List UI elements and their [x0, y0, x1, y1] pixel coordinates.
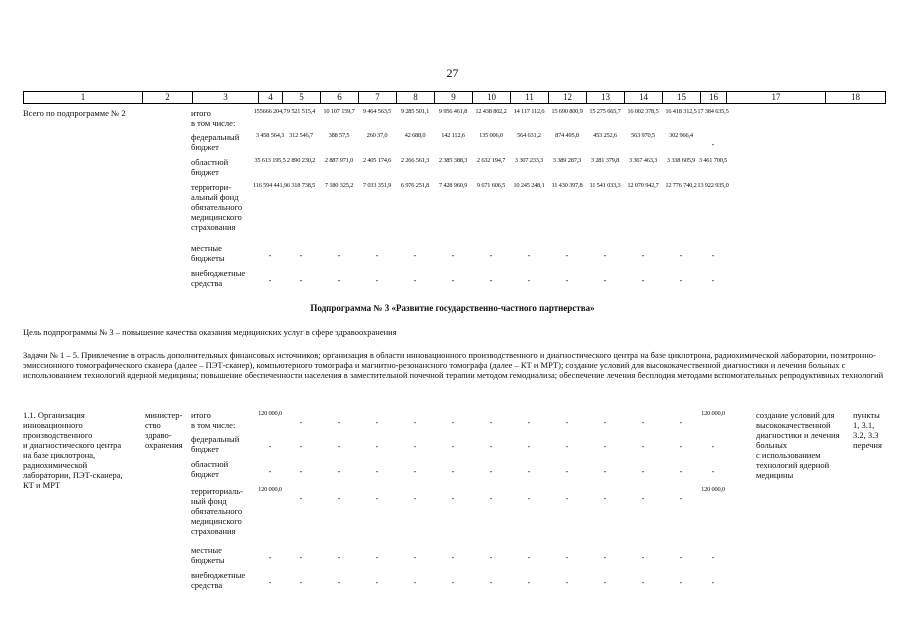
empty-value: -	[268, 251, 272, 260]
empty-value: -	[527, 418, 531, 427]
amount-value: 10 245 248,1	[513, 182, 545, 189]
row-label: внебюджетные средства	[191, 570, 246, 590]
empty-value: -	[565, 276, 569, 285]
amount-value: 116 594 441,9	[253, 182, 287, 189]
amount-value: 11 430 397,8	[551, 182, 583, 189]
empty-value: -	[489, 442, 493, 451]
empty-value: -	[711, 553, 715, 562]
column-number: 5	[283, 92, 321, 104]
empty-value: -	[413, 276, 417, 285]
empty-value: -	[489, 467, 493, 476]
empty-value: -	[603, 251, 607, 260]
empty-value: -	[565, 494, 569, 503]
empty-value: -	[565, 467, 569, 476]
amount-value: 16 418 312,5	[665, 108, 697, 115]
empty-value: -	[299, 467, 303, 476]
empty-value: -	[641, 494, 645, 503]
empty-value: -	[337, 442, 341, 451]
amount-value: 7 033 351,9	[362, 182, 392, 189]
amount-value: 42 688,0	[404, 132, 426, 139]
subprogram-3-title: Подпрограмма № 3 «Развитие государственно-частного партнерства»	[310, 303, 595, 313]
empty-value: -	[268, 578, 272, 587]
amount-value: 3 338 605,9	[666, 157, 696, 164]
empty-value: -	[337, 553, 341, 562]
empty-value: -	[337, 494, 341, 503]
amount-value: 2 890 230,2	[286, 157, 316, 164]
empty-value: -	[375, 553, 379, 562]
empty-value: -	[413, 578, 417, 587]
empty-value: -	[299, 418, 303, 427]
amount-value: 2 632 194,7	[476, 157, 506, 164]
empty-value: -	[641, 578, 645, 587]
column-number: 15	[663, 92, 701, 104]
empty-value: -	[299, 442, 303, 451]
empty-value: -	[679, 251, 683, 260]
empty-value: -	[451, 553, 455, 562]
amount-value: 9 956 461,8	[438, 108, 468, 115]
empty-value: -	[268, 276, 272, 285]
column-number: 14	[625, 92, 663, 104]
empty-value: -	[711, 140, 715, 149]
column-number: 3	[193, 92, 259, 104]
row-label: федеральный бюджет	[191, 434, 240, 454]
empty-value: -	[527, 251, 531, 260]
amount-value: 17 384 635,5	[697, 108, 729, 115]
column-number: 12	[549, 92, 587, 104]
empty-value: -	[337, 251, 341, 260]
empty-value: -	[375, 578, 379, 587]
amount-value: 3 281 379,8	[590, 157, 620, 164]
amount-value: 9 285 501,1	[400, 108, 430, 115]
amount-value: 260 37,0	[366, 132, 388, 139]
item-executor: министер- ство здраво- охранения	[145, 410, 183, 450]
empty-value: -	[268, 553, 272, 562]
column-number: 9	[435, 92, 473, 104]
empty-value: -	[413, 494, 417, 503]
empty-value: -	[375, 251, 379, 260]
empty-value: -	[451, 418, 455, 427]
empty-value: -	[451, 442, 455, 451]
amount-value: 3 389 287,3	[552, 157, 582, 164]
amount-value: 120 000,0	[701, 410, 725, 417]
column-number: 8	[397, 92, 435, 104]
column-number: 7	[359, 92, 397, 104]
empty-value: -	[679, 442, 683, 451]
empty-value: -	[603, 276, 607, 285]
empty-value: -	[679, 494, 683, 503]
amount-value: 120 000,0	[258, 410, 282, 417]
empty-value: -	[299, 276, 303, 285]
empty-value: -	[565, 251, 569, 260]
row-label: итого в том числе:	[191, 410, 236, 430]
amount-value: 155666 204,7	[253, 108, 287, 115]
amount-value: 9 671 606,5	[476, 182, 506, 189]
empty-value: -	[337, 276, 341, 285]
empty-value: -	[375, 418, 379, 427]
empty-value: -	[641, 467, 645, 476]
total-label: Всего по подпрограмме № 2	[23, 108, 126, 118]
amount-value: 3 458 564,3	[255, 132, 285, 139]
row-label: областной бюджет	[191, 157, 229, 177]
empty-value: -	[711, 251, 715, 260]
item-points: пункты 1, 3.1, 3.2, 3.3 перечня	[853, 410, 882, 450]
empty-value: -	[711, 276, 715, 285]
amount-value: 3 367 463,3	[628, 157, 658, 164]
row-label: итого в том числе:	[191, 108, 236, 128]
empty-value: -	[375, 442, 379, 451]
amount-value: 2 887 971,0	[324, 157, 354, 164]
empty-value: -	[641, 442, 645, 451]
column-number: 1	[24, 92, 143, 104]
amount-value: 7 428 960,9	[438, 182, 468, 189]
row-label: местные бюджеты	[191, 243, 225, 263]
subprogram-3-tasks: Задачи № 1 – 5. Привлечение в отрасль дополнительных финансовых источников; организация в области инновационного производственного и диагностического центра на базе циклотрона, радиохимической лаборатории, позитронно-эмиссионного томографического сканера (далее – ПЭТ-сканер), компьютерного томографа и магнитно-резонансного томографа (далее – КТ и МРТ); создание условий для высококачественной диагностики и лечения больных с использованием технологий ядерной медицины; повышение обеспеченности населения в заместительной почечной терапии методом гемодиализа; обеспечение лечения бесплодия методами вспомогательных репродуктивных технологий	[23, 350, 884, 380]
amount-value: 2 266 561,3	[400, 157, 430, 164]
empty-value: -	[489, 418, 493, 427]
amount-value: 120 000,0	[258, 486, 282, 493]
empty-value: -	[565, 553, 569, 562]
row-label: внебюджетные средства	[191, 268, 246, 288]
empty-value: -	[337, 418, 341, 427]
amount-value: 302 966,4	[669, 132, 693, 139]
empty-value: -	[527, 494, 531, 503]
amount-value: 120 000,0	[701, 486, 725, 493]
row-label: территориаль- ный фонд обязательного медицинского страхования	[191, 486, 243, 536]
column-number: 17	[727, 92, 826, 104]
column-number: 18	[826, 92, 886, 104]
empty-value: -	[489, 553, 493, 562]
empty-value: -	[451, 578, 455, 587]
empty-value: -	[565, 442, 569, 451]
amount-value: 15 690 800,9	[551, 108, 583, 115]
amount-value: 14 117 112,6	[513, 108, 545, 115]
empty-value: -	[527, 553, 531, 562]
subprogram-3-goal: Цель подпрограммы № 3 – повышение качества оказания медицинских услуг в сфере здравоохранения	[23, 327, 397, 337]
amount-value: 3 307 233,3	[514, 157, 544, 164]
empty-value: -	[565, 578, 569, 587]
column-number-header	[23, 91, 886, 104]
amount-value: 453 252,6	[593, 132, 617, 139]
empty-value: -	[299, 494, 303, 503]
empty-value: -	[451, 467, 455, 476]
empty-value: -	[451, 494, 455, 503]
item-result: создание условий для высококачественной диагностики и лечения больных с использованием технологий ядерной медицины	[756, 410, 840, 480]
column-number: 11	[511, 92, 549, 104]
empty-value: -	[603, 494, 607, 503]
empty-value: -	[527, 442, 531, 451]
amount-value: 6 976 251,8	[400, 182, 430, 189]
amount-value: 15 275 665,7	[589, 108, 621, 115]
empty-value: -	[375, 467, 379, 476]
amount-value: 388 57,5	[328, 132, 350, 139]
amount-value: 12 070 942,7	[627, 182, 659, 189]
empty-value: -	[489, 276, 493, 285]
amount-value: 142 112,6	[441, 132, 465, 139]
amount-value: 563 970,5	[631, 132, 655, 139]
empty-value: -	[413, 418, 417, 427]
column-number: 6	[321, 92, 359, 104]
empty-value: -	[337, 578, 341, 587]
empty-value: -	[603, 553, 607, 562]
amount-value: 10 107 159,7	[323, 108, 355, 115]
amount-value: 16 002 378,5	[627, 108, 659, 115]
empty-value: -	[337, 467, 341, 476]
item-name: 1.1. Организация инновационного производственного и диагностического центра на базе циклотрона, радиохимической лаборатории, ПЭТ-сканера, КТ и МРТ	[23, 410, 123, 490]
row-label: областной бюджет	[191, 459, 229, 479]
row-label: федеральный бюджет	[191, 132, 240, 152]
empty-value: -	[679, 578, 683, 587]
amount-value: 35 613 195,5	[254, 157, 286, 164]
amount-value: 874 495,8	[555, 132, 579, 139]
empty-value: -	[489, 578, 493, 587]
column-number: 2	[143, 92, 193, 104]
amount-value: 135 006,0	[479, 132, 503, 139]
empty-value: -	[641, 553, 645, 562]
amount-value: 3 461 700,5	[698, 157, 728, 164]
empty-value: -	[527, 467, 531, 476]
empty-value: -	[451, 251, 455, 260]
empty-value: -	[641, 418, 645, 427]
empty-value: -	[711, 442, 715, 451]
empty-value: -	[711, 578, 715, 587]
empty-value: -	[711, 467, 715, 476]
empty-value: -	[375, 276, 379, 285]
empty-value: -	[641, 251, 645, 260]
empty-value: -	[603, 578, 607, 587]
empty-value: -	[527, 276, 531, 285]
amount-value: 2 405 174,6	[362, 157, 392, 164]
empty-value: -	[268, 467, 272, 476]
empty-value: -	[527, 578, 531, 587]
empty-value: -	[489, 251, 493, 260]
amount-value: 11 541 033,3	[589, 182, 621, 189]
empty-value: -	[299, 553, 303, 562]
amount-value: 13 922 935,0	[697, 182, 729, 189]
column-number: 16	[701, 92, 727, 104]
amount-value: 2 385 388,3	[438, 157, 468, 164]
amount-value: 7 180 325,2	[324, 182, 354, 189]
empty-value: -	[268, 442, 272, 451]
amount-value: 12 776 740,2	[665, 182, 697, 189]
amount-value: 9 521 515,4	[286, 108, 316, 115]
empty-value: -	[413, 467, 417, 476]
row-label: местные бюджеты	[191, 545, 225, 565]
empty-value: -	[451, 276, 455, 285]
empty-value: -	[603, 442, 607, 451]
amount-value: 6 318 738,5	[286, 182, 316, 189]
empty-value: -	[565, 418, 569, 427]
empty-value: -	[679, 467, 683, 476]
row-label: территори- альный фонд обязательного медицинского страхования	[191, 182, 243, 232]
column-number: 13	[587, 92, 625, 104]
empty-value: -	[679, 418, 683, 427]
empty-value: -	[603, 467, 607, 476]
amount-value: 12 438 802,2	[475, 108, 507, 115]
empty-value: -	[679, 276, 683, 285]
amount-value: 564 631,2	[517, 132, 541, 139]
empty-value: -	[413, 553, 417, 562]
page-number: 27	[446, 66, 459, 80]
amount-value: 312 546,7	[289, 132, 313, 139]
empty-value: -	[641, 276, 645, 285]
empty-value: -	[413, 251, 417, 260]
empty-value: -	[375, 494, 379, 503]
column-number: 10	[473, 92, 511, 104]
empty-value: -	[299, 578, 303, 587]
empty-value: -	[603, 418, 607, 427]
empty-value: -	[299, 251, 303, 260]
empty-value: -	[489, 494, 493, 503]
empty-value: -	[413, 442, 417, 451]
column-number: 4	[259, 92, 283, 104]
amount-value: 9 464 563,5	[362, 108, 392, 115]
empty-value: -	[679, 553, 683, 562]
